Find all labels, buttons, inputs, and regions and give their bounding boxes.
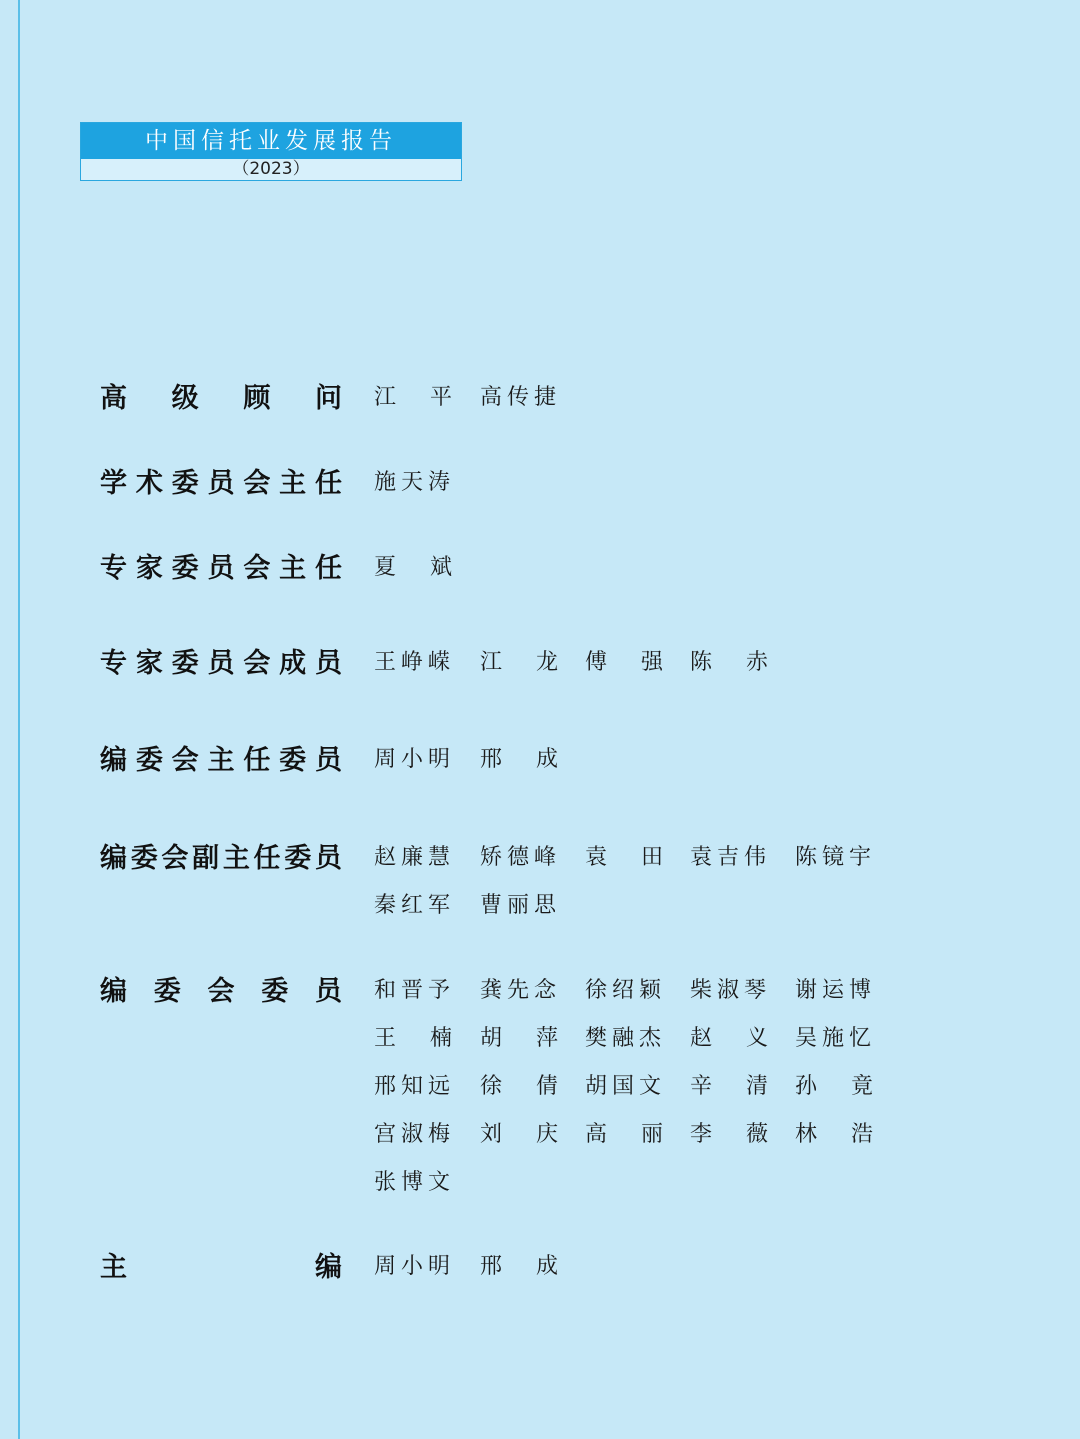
role-label-char: 学: [100, 467, 127, 499]
role-label-char: 顾: [243, 382, 271, 414]
name-char: 孙: [795, 1073, 818, 1099]
name-char: 思: [533, 892, 556, 918]
role-label-char: 员: [314, 842, 342, 874]
role-label-char: 委: [171, 647, 199, 679]
name-char: 峥: [400, 649, 423, 675]
name-char: 竟: [850, 1073, 873, 1099]
person-name: [585, 1064, 661, 1104]
person-name: [480, 968, 556, 1008]
role-label-char: 委: [153, 975, 181, 1007]
person-name: [795, 968, 871, 1008]
role-label: [100, 737, 342, 777]
role-label-char: 成: [279, 647, 307, 679]
name-char: 柴: [690, 977, 713, 1003]
name-char: 周: [374, 746, 397, 772]
person-name: [374, 968, 450, 1008]
name-char: 王: [374, 649, 397, 675]
name-char: 天: [400, 469, 423, 495]
name-char: 高: [585, 1121, 608, 1147]
name-char: 小: [400, 746, 423, 772]
name-list: [374, 460, 894, 508]
name-char: 周: [374, 1253, 397, 1279]
name-char: 江: [480, 649, 503, 675]
role-label-char: 委: [130, 842, 158, 874]
name-char: 淑: [400, 1121, 423, 1147]
person-name: [374, 737, 450, 777]
role-label-char: 高: [100, 382, 127, 414]
name-line: [374, 1064, 894, 1112]
role-label-char: 副: [192, 842, 220, 874]
report-year: （2023）: [232, 159, 310, 179]
person-name: [374, 835, 450, 875]
name-char: 国: [611, 1073, 634, 1099]
role-label-char: 任: [314, 552, 342, 584]
person-name: [690, 1016, 768, 1056]
name-line: [374, 1160, 894, 1208]
role-label-char: 会: [161, 842, 189, 874]
name-char: 清: [745, 1073, 768, 1099]
name-char: 嵘: [427, 649, 450, 675]
role-label-char: 员: [207, 467, 235, 499]
name-char: 成: [535, 746, 558, 772]
role-label-char: 员: [314, 744, 342, 776]
name-char: 博: [848, 977, 871, 1003]
name-char: 倩: [535, 1073, 558, 1099]
name-char: 袁: [585, 844, 608, 870]
name-char: 梅: [427, 1121, 450, 1147]
name-char: 陈: [795, 844, 818, 870]
person-name: [374, 1160, 450, 1200]
name-char: 龙: [535, 649, 558, 675]
name-char: 高: [480, 384, 503, 410]
person-name: [374, 640, 450, 680]
name-char: 赵: [690, 1025, 713, 1051]
name-char: 强: [640, 649, 663, 675]
name-list: [374, 545, 894, 593]
person-name: [374, 1112, 450, 1152]
name-char: 镜: [821, 844, 844, 870]
name-char: 念: [533, 977, 556, 1003]
name-line: [374, 737, 894, 785]
name-list: [374, 835, 894, 931]
name-char: 浩: [850, 1121, 873, 1147]
name-char: 忆: [848, 1025, 871, 1051]
name-char: 赵: [374, 844, 397, 870]
role-label-char: 委: [171, 467, 199, 499]
person-name: [480, 1244, 558, 1284]
role-label-char: 委: [135, 744, 163, 776]
name-char: 樊: [585, 1025, 608, 1051]
role-label-char: 专: [100, 552, 127, 584]
name-char: 林: [795, 1121, 818, 1147]
role-label-char: 员: [207, 647, 235, 679]
person-name: [480, 1112, 558, 1152]
name-char: 邢: [480, 1253, 503, 1279]
name-line: [374, 375, 894, 423]
person-name: [480, 1016, 558, 1056]
name-char: 文: [638, 1073, 661, 1099]
name-char: 萍: [535, 1025, 558, 1051]
person-name: [374, 460, 450, 500]
person-name: [480, 737, 558, 777]
name-char: 斌: [429, 554, 452, 580]
person-name: [690, 968, 766, 1008]
role-label-char: 主: [279, 467, 307, 499]
name-char: 陈: [690, 649, 713, 675]
name-char: 运: [821, 977, 844, 1003]
role-label-char: 编: [100, 975, 127, 1007]
name-line: [374, 883, 894, 931]
name-char: 胡: [585, 1073, 608, 1099]
name-char: 绍: [611, 977, 634, 1003]
name-char: 涛: [427, 469, 450, 495]
name-char: 杰: [638, 1025, 661, 1051]
person-name: [585, 640, 663, 680]
name-char: 平: [429, 384, 452, 410]
person-name: [585, 835, 663, 875]
name-char: 吴: [795, 1025, 818, 1051]
role-label-char: 编: [315, 1251, 342, 1283]
name-char: 伟: [743, 844, 766, 870]
name-char: 徐: [480, 1073, 503, 1099]
name-char: 赤: [745, 649, 768, 675]
name-char: 邢: [374, 1073, 397, 1099]
person-name: [374, 545, 452, 585]
name-char: 远: [427, 1073, 450, 1099]
name-char: 德: [506, 844, 529, 870]
name-char: 施: [821, 1025, 844, 1051]
role-label-char: 编: [100, 842, 127, 874]
person-name: [480, 883, 556, 923]
person-name: [585, 1112, 663, 1152]
name-char: 慧: [427, 844, 450, 870]
name-list: [374, 640, 894, 688]
person-name: [795, 1112, 873, 1152]
name-char: 江: [374, 384, 397, 410]
person-name: [690, 640, 768, 680]
name-char: 胡: [480, 1025, 503, 1051]
name-char: 和: [374, 977, 397, 1003]
person-name: [374, 883, 450, 923]
role-label: [100, 375, 342, 415]
name-char: 楠: [429, 1025, 452, 1051]
person-name: [690, 1064, 768, 1104]
person-name: [795, 835, 871, 875]
role-label-char: 委: [261, 975, 289, 1007]
role-label-char: 会: [243, 552, 271, 584]
person-name: [795, 1064, 873, 1104]
role-label-char: 会: [243, 647, 271, 679]
name-line: [374, 835, 894, 883]
name-char: 捷: [533, 384, 556, 410]
role-label-char: 编: [100, 744, 127, 776]
name-line: [374, 640, 894, 688]
role-label-char: 主: [222, 842, 250, 874]
name-line: [374, 1112, 894, 1160]
role-label-char: 主: [279, 552, 307, 584]
role-label-char: 主: [100, 1251, 127, 1283]
person-name: [374, 375, 452, 415]
name-char: 宫: [374, 1121, 397, 1147]
role-label-char: 家: [135, 552, 163, 584]
name-char: 龚: [480, 977, 503, 1003]
name-char: 明: [427, 746, 450, 772]
name-line: [374, 1016, 894, 1064]
name-char: 王: [374, 1025, 397, 1051]
person-name: [374, 1064, 450, 1104]
role-label-char: 任: [253, 842, 281, 874]
person-name: [585, 968, 661, 1008]
name-line: [374, 968, 894, 1016]
name-char: 军: [427, 892, 450, 918]
person-name: [480, 375, 556, 415]
role-label-char: 员: [207, 552, 235, 584]
name-list: [374, 375, 894, 423]
role-label-char: 级: [171, 382, 199, 414]
name-char: 刘: [480, 1121, 503, 1147]
name-char: 融: [611, 1025, 634, 1051]
name-char: 曹: [480, 892, 503, 918]
role-label-char: 会: [243, 467, 271, 499]
role-label-char: 家: [135, 647, 163, 679]
person-name: [480, 640, 558, 680]
role-label: [100, 1244, 342, 1284]
role-label-char: 主: [207, 744, 235, 776]
name-char: 秦: [374, 892, 397, 918]
name-char: 谢: [795, 977, 818, 1003]
name-char: 晋: [400, 977, 423, 1003]
role-label-char: 术: [135, 467, 163, 499]
role-label: [100, 640, 342, 680]
person-name: [585, 1016, 661, 1056]
name-char: 义: [745, 1025, 768, 1051]
name-char: 施: [374, 469, 397, 495]
name-char: 吉: [716, 844, 739, 870]
role-label-char: 专: [100, 647, 127, 679]
role-label: [100, 460, 342, 500]
name-char: 丽: [506, 892, 529, 918]
name-char: 薇: [745, 1121, 768, 1147]
name-list: [374, 737, 894, 785]
person-name: [374, 1016, 452, 1056]
name-char: 田: [640, 844, 663, 870]
name-line: [374, 545, 894, 593]
name-char: 文: [427, 1169, 450, 1195]
role-label-char: 任: [243, 744, 271, 776]
name-char: 成: [535, 1253, 558, 1279]
name-char: 张: [374, 1169, 397, 1195]
name-char: 宇: [848, 844, 871, 870]
role-label-char: 委: [284, 842, 312, 874]
role-label-char: 委: [171, 552, 199, 584]
name-list: [374, 1244, 894, 1292]
name-char: 颖: [638, 977, 661, 1003]
role-label-char: 会: [207, 975, 235, 1007]
name-char: 廉: [400, 844, 423, 870]
role-label-char: 问: [314, 382, 342, 414]
name-char: 传: [506, 384, 529, 410]
name-char: 小: [400, 1253, 423, 1279]
name-char: 博: [400, 1169, 423, 1195]
name-char: 红: [400, 892, 423, 918]
name-char: 知: [400, 1073, 423, 1099]
name-char: 邢: [480, 746, 503, 772]
name-char: 庆: [535, 1121, 558, 1147]
person-name: [480, 1064, 558, 1104]
name-char: 傅: [585, 649, 608, 675]
name-char: 明: [427, 1253, 450, 1279]
name-line: [374, 460, 894, 508]
name-list: [374, 968, 894, 1208]
name-char: 峰: [533, 844, 556, 870]
person-name: [480, 835, 556, 875]
name-char: 矫: [480, 844, 503, 870]
person-name: [690, 1112, 768, 1152]
person-name: [374, 1244, 450, 1284]
name-char: 李: [690, 1121, 713, 1147]
person-name: [795, 1016, 871, 1056]
name-char: 袁: [690, 844, 713, 870]
role-label-char: 会: [171, 744, 199, 776]
role-label: [100, 968, 342, 1008]
name-char: 淑: [716, 977, 739, 1003]
name-char: 琴: [743, 977, 766, 1003]
name-line: [374, 1244, 894, 1292]
name-char: 夏: [374, 554, 397, 580]
name-char: 予: [427, 977, 450, 1003]
role-label-char: 任: [314, 467, 342, 499]
role-label-char: 委: [279, 744, 307, 776]
report-title: 中国信托业发展报告: [81, 123, 461, 159]
role-label: [100, 835, 342, 875]
name-char: 徐: [585, 977, 608, 1003]
role-label-char: 员: [314, 647, 342, 679]
person-name: [690, 835, 766, 875]
role-label: [100, 545, 342, 585]
role-label-char: 员: [315, 975, 342, 1007]
name-char: 先: [506, 977, 529, 1003]
name-char: 辛: [690, 1073, 713, 1099]
name-char: 丽: [640, 1121, 663, 1147]
